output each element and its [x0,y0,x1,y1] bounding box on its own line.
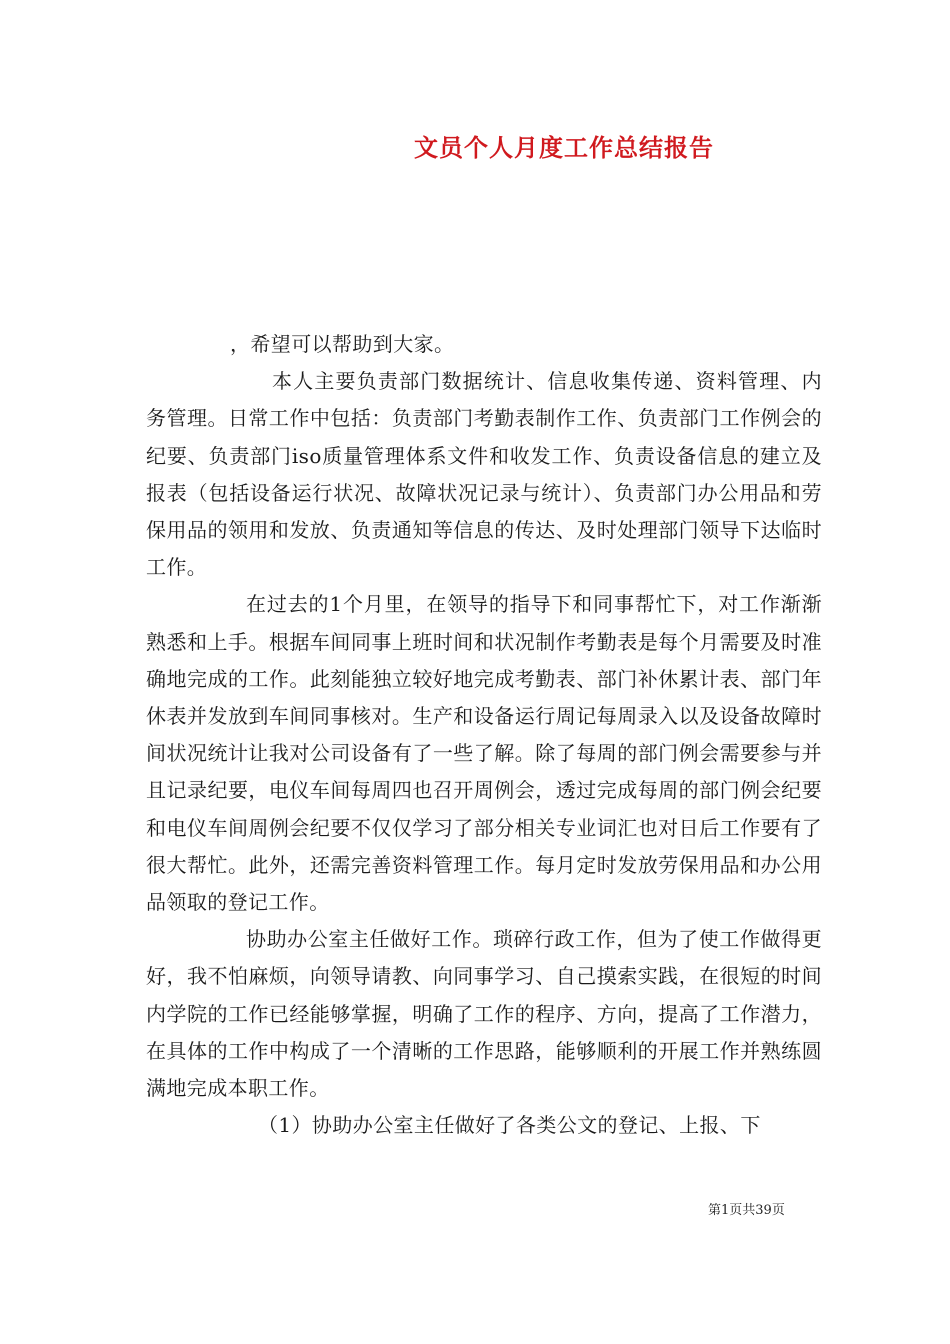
paragraph-past-month: 在过去的1个月里，在领导的指导下和同事帮忙下，对工作渐渐熟悉和上手。根据车间同事上班时间和状况制作考勤表是每个月需要及时准确地完成的工作。此刻能独立较好地完成考勤表、部门补休累计表、部门年休表并发放到车间同事核对。生产和设备运行周记每周录入以及设备故障时间状况统计让我对公司设备有了一些了解。除了每周的部门例会需要参与并且记录纪要，电仪车间每周四也召开周例会，透过完成每周的部门例会纪要和电仪车间周例会纪要不仅仅学习了部分相关专业词汇也对日后工作要有了很大帮忙。此外，还需完善资料管理工作。每月定时发放劳保用品和办公用品领取的登记工作。 [146,592,822,915]
page-number: 第1页共39页 [708,1203,785,1218]
paragraph-item-1: （1）协助办公室主任做好了各类公文的登记、上报、下 [258,1113,761,1138]
document-title: 文员个人月度工作总结报告 [414,133,714,162]
paragraph-assist-director: 协助办公室主任做好工作。琐碎行政工作，但为了使工作做得更好，我不怕麻烦，向领导请教、向同事学习、自己摸索实践，在很短的时间内学院的工作已经能够掌握，明确了工作的程序、方向，提高了工作潜力，在具体的工作中构成了一个清晰的工作思路，能够顺利的开展工作并熟练圆满地完成本职工作。 [146,927,822,1101]
paragraph-intro: ，希望可以帮助到大家。 [230,332,455,356]
document-body [146,326,822,1144]
paragraph-responsibilities: 本人主要负责部门数据统计、信息收集传递、资料管理、内务管理。日常工作中包括：负责部门考勤表制作工作、负责部门工作例会的纪要、负责部门iso质量管理体系文件和收发工作、负责设备信息的建立及报表（包括设备运行状况、故障状况记录与统计）、负责部门办公用品和劳保用品的领用和发放、负责通知等信息的传达、及时处理部门领导下达临时工作。 [146,369,822,580]
